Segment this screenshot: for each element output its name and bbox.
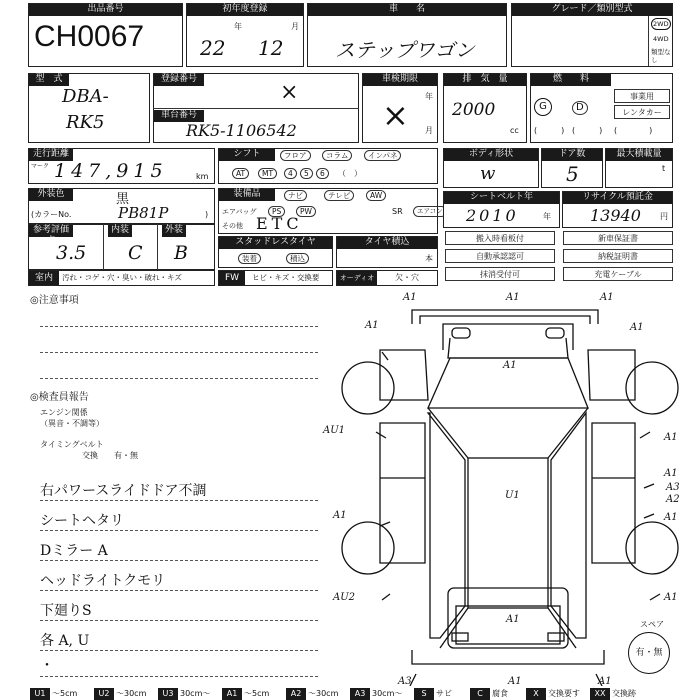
eq-airbag: エアバッグ — [222, 208, 257, 216]
btn-signboard: 搬入時看板付 — [445, 231, 555, 245]
legend-value-1: ～30cm — [116, 689, 147, 698]
wheel-front-right — [626, 362, 678, 414]
fuel-gasoline — [534, 98, 552, 116]
legend-value-0: ～5cm — [52, 689, 78, 698]
tire-unit: 本 — [425, 254, 433, 263]
legend-value-7: 腐食 — [492, 689, 508, 698]
tick-6 — [380, 522, 390, 526]
exterior-value: B — [174, 242, 188, 264]
note-rule-1 — [40, 500, 318, 501]
lot-number: CH0067 — [34, 20, 145, 53]
eq-aw: AW — [366, 190, 386, 201]
legend-key-2: U3 — [158, 688, 178, 700]
rear-glass — [456, 606, 560, 644]
right-side-body — [592, 423, 635, 563]
dmg-annot-12: U1 — [505, 490, 520, 501]
fuel-paren-2: ( ) — [572, 126, 603, 135]
note-line-5: 下廻りS — [40, 603, 92, 619]
use-rental: レンタカー — [614, 105, 670, 119]
engine-label: エンジン関係 — [40, 408, 88, 417]
dmg-annot-13: A1 — [333, 510, 347, 521]
tick-3 — [640, 432, 650, 438]
shift-inpane: インパネ — [364, 150, 401, 161]
tick-7 — [382, 594, 390, 600]
roof — [468, 458, 548, 608]
dmg-annot-6: A1 — [503, 360, 517, 371]
shift-blank: （ ） — [338, 169, 362, 178]
color-no-label: (カラーNo. — [31, 210, 72, 219]
eq-ps: PS — [268, 206, 285, 217]
ref-div-1 — [103, 224, 104, 270]
left-side-body — [380, 423, 425, 563]
tick-4 — [644, 484, 654, 488]
note-rule-5 — [40, 620, 318, 621]
chassis-value: RK5-1106542 — [186, 121, 297, 140]
eq-pw: PW — [296, 206, 316, 217]
taillight-left — [452, 633, 468, 641]
shift-mt: MT — [258, 168, 277, 179]
btn-warranty: 新車保証書 — [563, 231, 673, 245]
dmg-annot-15: AU2 — [333, 592, 356, 603]
dmg-annot-2: A1 — [506, 292, 520, 303]
eq-nav: ナビ — [284, 190, 307, 201]
legend-key-5: A3 — [350, 688, 370, 700]
note-line-6: 各 A, U — [40, 633, 90, 649]
left-front-fender — [380, 350, 428, 400]
caution-line-3 — [40, 378, 318, 379]
legend-value-3: ～5cm — [244, 689, 270, 698]
displacement-header: 排 気 量 — [444, 74, 526, 86]
spare-label: スペア — [640, 620, 664, 629]
registration-value: × — [280, 80, 299, 105]
rear-right-pillar — [548, 608, 576, 648]
legend-value-5: 30cm～ — [372, 689, 403, 698]
use-commercial: 事業用 — [614, 89, 670, 103]
btn-charge-cable: 充電ケーブル — [563, 267, 673, 281]
timing-swap: 交換 — [82, 451, 98, 460]
note-line-1: 右パワースライドドア不調 — [40, 483, 207, 499]
mileage-value: 147,915 — [54, 160, 168, 182]
year-value: 22 — [200, 36, 226, 60]
btn-deregister: 抹消受付可 — [445, 267, 555, 281]
legend-value-2: 30cm～ — [180, 689, 211, 698]
shift-at: AT — [232, 168, 249, 179]
seatbelt-unit: 年 — [543, 212, 551, 221]
eq-sr: SR — [392, 207, 403, 216]
right-front-fender — [588, 350, 635, 400]
ref-score-value: 3.5 — [56, 242, 87, 264]
inspection-month-unit: 月 — [425, 126, 433, 135]
eq-tv: テレビ — [324, 190, 354, 201]
interior-header: 内装 — [108, 225, 132, 237]
studless-header: スタッドレスタイヤ — [219, 237, 332, 249]
grade-header: グレード／類別型式 — [512, 4, 672, 16]
month-unit: 月 — [291, 22, 299, 31]
capacity-unit: t — [662, 164, 666, 173]
tick-1 — [382, 352, 388, 360]
shift-4: 4 — [284, 168, 297, 179]
dmg-annot-14: A1 — [664, 512, 678, 523]
first-registration-header: 初年度登録 — [187, 4, 303, 16]
inspection-header: 車検期限 — [363, 74, 437, 86]
rear-bumper — [412, 650, 604, 664]
inspection-year-unit: 年 — [425, 92, 433, 101]
type-header: 型 式 — [29, 74, 69, 86]
spare-circle — [628, 632, 670, 674]
tire-header: タイヤ積込 — [337, 237, 437, 249]
legend-key-7: C — [470, 688, 490, 700]
eq-ac: エアコン — [413, 206, 447, 217]
chassis-divider — [153, 108, 359, 109]
engine-sub: （異音・不調等） — [40, 419, 104, 428]
note-line-4: ヘッドライトクモリ — [40, 573, 166, 589]
model-name-header: 車 名 — [308, 4, 506, 16]
dmg-annot-10: A3 — [666, 482, 680, 493]
drive-2wd: 2WD — [653, 20, 669, 28]
drive-4wd: 4WD — [653, 35, 669, 43]
note-rule-7 — [40, 676, 318, 677]
legend-key-4: A2 — [286, 688, 306, 700]
legend-key-8: X — [526, 688, 546, 700]
color-header: 外装色 — [29, 189, 73, 201]
eq-other-value: ETC — [256, 214, 303, 233]
front-bumper-inner — [420, 316, 590, 324]
fw-header: FW — [219, 271, 245, 285]
note-line-2: シートヘタリ — [40, 513, 124, 529]
audio-header: オーディオ — [337, 271, 377, 285]
legend-key-9: XX — [590, 688, 610, 700]
dmg-annot-4: A1 — [365, 320, 379, 331]
legend-value-4: ～30cm — [308, 689, 339, 698]
class-none: 類型なし — [651, 48, 671, 64]
dmg-annot-1: A1 — [403, 292, 417, 303]
fw-items: ヒビ・キズ・交換要 — [252, 273, 320, 282]
caution-line-2 — [40, 352, 318, 353]
dmg-annot-19: A1 — [508, 676, 522, 687]
body-value: w — [480, 163, 496, 184]
dmg-annot-9: A1 — [664, 468, 678, 479]
displacement-value: 2000 — [452, 100, 496, 120]
tick-2 — [376, 432, 386, 438]
btn-auto-approval: 自動承認認可 — [445, 249, 555, 263]
fuel-diesel: D — [572, 101, 588, 115]
mileage-unit: km — [196, 172, 209, 181]
note-rule-2 — [40, 530, 318, 531]
note-rule-6 — [40, 650, 318, 651]
wheel-rear-right — [626, 522, 678, 574]
note-rule-3 — [40, 560, 318, 561]
color-no-close: ) — [205, 210, 209, 219]
legend-value-6: サビ — [436, 689, 452, 698]
legend-key-3: A1 — [222, 688, 242, 700]
shift-column: コラム — [322, 150, 352, 161]
equipment-header: 装備品 — [219, 189, 275, 201]
body-header: ボディ形状 — [444, 149, 538, 161]
note-line-3: Dミラー A — [40, 543, 108, 559]
fuel-paren-1: ( ) — [534, 126, 565, 135]
capacity-header: 最大積載量 — [606, 149, 672, 161]
door-header: ドア数 — [542, 149, 602, 161]
interior-value: C — [128, 242, 143, 264]
legend-key-0: U1 — [30, 688, 50, 700]
caution-line-1 — [40, 326, 318, 327]
room-header: 室内 — [29, 271, 59, 285]
shift-5: 5 — [300, 168, 313, 179]
note-rule-4 — [40, 590, 318, 591]
type-value-1: DBA- — [62, 86, 109, 107]
studless-extra: 積込 — [286, 253, 309, 264]
headlight-left — [452, 328, 470, 338]
dmg-annot-11: A2 — [666, 494, 680, 505]
caution-label: ◎注意事項 — [30, 295, 79, 306]
taillight-right — [548, 633, 564, 641]
inspector-label: ◎検査員報告 — [30, 392, 89, 403]
timing-opts: 有・無 — [114, 451, 138, 460]
month-value: 12 — [258, 36, 284, 60]
legend-value-9: 交換跡 — [612, 689, 636, 698]
door-value: 5 — [566, 162, 579, 186]
shift-6: 6 — [316, 168, 329, 179]
dmg-annot-18: A3 — [398, 676, 412, 687]
fuel-header: 燃 料 — [531, 74, 611, 86]
use-paren: ( ) — [614, 126, 653, 135]
registration-header: 登録番号 — [154, 74, 204, 86]
audio-items: 欠・穴 — [395, 273, 419, 282]
hood — [448, 338, 568, 358]
btn-tax-cert: 納税証明書 — [563, 249, 673, 263]
tick-5 — [644, 514, 654, 518]
dmg-annot-16: A1 — [664, 592, 678, 603]
spare-value: 有・無 — [635, 648, 663, 658]
chassis-header: 車台番号 — [154, 110, 204, 122]
mileage-mark: マーク — [31, 163, 50, 170]
eq-other-label: その他 — [222, 222, 243, 230]
recycle-header: リサイクル預託金 — [563, 192, 672, 204]
model-name-value: ステップワゴン — [335, 38, 475, 62]
right-pillar — [548, 408, 588, 458]
left-pillar — [428, 408, 468, 458]
wheel-rear-left — [342, 522, 394, 574]
tick-8 — [650, 594, 660, 600]
rear-left-pillar — [440, 608, 468, 648]
room-items: 汚れ・コゲ・穴・臭い・破れ・キズ — [62, 273, 182, 282]
seatbelt-header: シートベルト年 — [444, 192, 559, 204]
color-no-value: PB81P — [118, 204, 169, 222]
timing-label: タイミングベルト — [40, 440, 104, 449]
front-bumper — [412, 310, 598, 324]
seatbelt-value: 2010 — [466, 206, 519, 225]
inspection-value: × — [382, 96, 409, 134]
legend-key-6: S — [414, 688, 434, 700]
studless-have: 装着 — [238, 253, 261, 264]
dmg-annot-20: A1 — [598, 676, 612, 687]
year-unit: 年 — [234, 22, 242, 31]
fuel-gasoline-label: G — [539, 101, 547, 112]
shift-header: シフト — [219, 149, 275, 161]
headlight-right — [546, 328, 564, 338]
lot-number-header: 出品番号 — [29, 4, 182, 16]
dmg-annot-3: A1 — [600, 292, 614, 303]
dmg-annot-17: A1 — [506, 614, 520, 625]
legend-key-1: U2 — [94, 688, 114, 700]
displacement-unit: cc — [510, 126, 519, 135]
shift-floor: フロア — [280, 150, 311, 161]
ref-div-2 — [157, 224, 158, 270]
recycle-value: 13940 — [590, 206, 641, 225]
recycle-unit: 円 — [660, 212, 668, 221]
legend-value-8: 交換要す — [548, 689, 580, 698]
note-line-7: ・ — [40, 658, 54, 674]
exterior-header: 外装 — [162, 225, 186, 237]
type-value-2: RK5 — [66, 112, 105, 133]
wheel-front-left — [342, 362, 394, 414]
color-value: 黒 — [116, 192, 130, 207]
mileage-header: 走行距離 — [29, 149, 73, 161]
dmg-annot-8: A1 — [664, 432, 678, 443]
dmg-annot-5: A1 — [630, 322, 644, 333]
dmg-annot-7: AU1 — [323, 425, 346, 436]
ref-score-header: 参考評価点 — [29, 225, 73, 237]
